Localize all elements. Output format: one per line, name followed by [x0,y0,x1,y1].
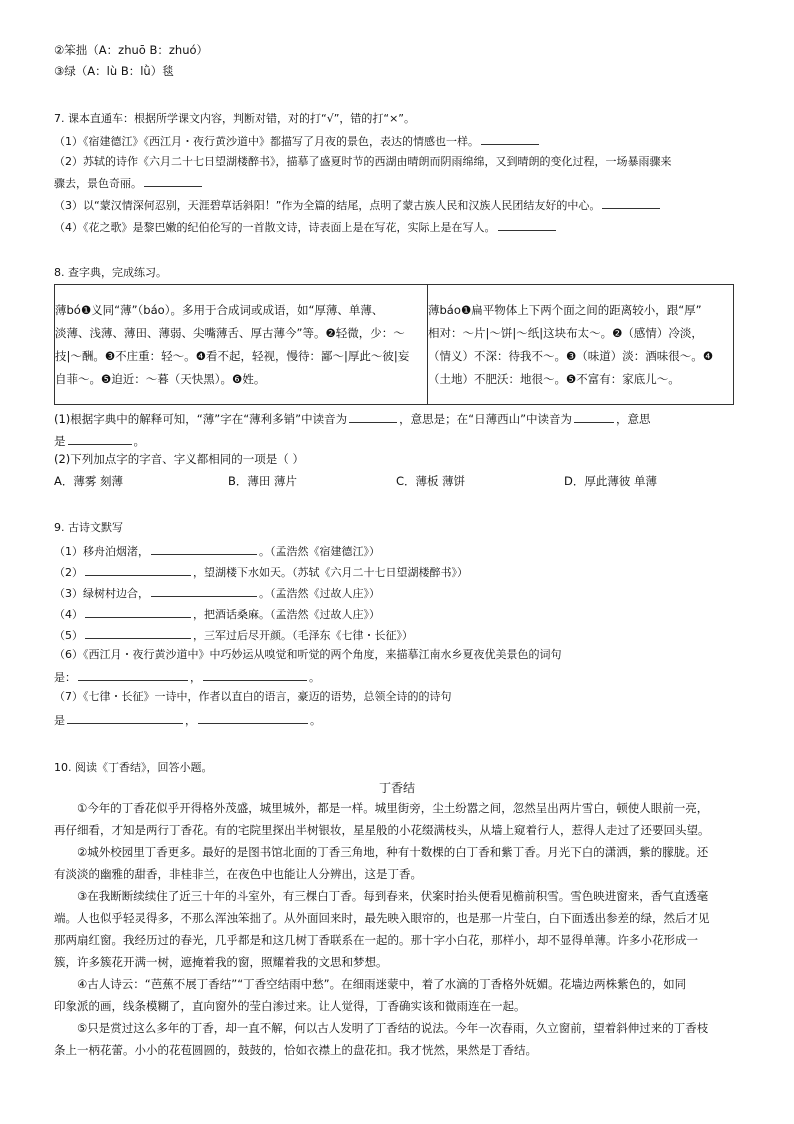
passage-line: 印象派的画，线条模糊了，直向窗外的莹白渗过来。让人觉得，丁香确实该和微雨连在一起。 [54,999,526,1013]
dict-line: 自菲～。❺迫近：～暮（天快黑）。❻姓。 [55,372,266,386]
dict-line: 薄bó❶义同“薄”（báo）。多用于合成词或成语，如“厚薄、单薄、 [55,303,384,317]
q7-item-1: （1）《宿建德江》《西江月・夜行黄沙道中》都描写了月夜的景色，表达的情感也一样。 [54,132,541,150]
passage-line: 有淡淡的幽雅的甜香，非桂非兰，在夜色中也能让人分辨出，这是丁香。 [54,867,422,881]
q7-item-2-cont: 骤去，景色奇丽。 [54,174,204,192]
answer-blank[interactable] [144,174,202,187]
passage-paragraph-5 [54,1017,740,1061]
option-line: ③绿（A：lù B：lǜ）毯 [54,64,174,78]
q9-line-4: （4） ，把酒话桑麻。（孟浩然《过故人庄》） [54,605,380,623]
passage-paragraph-4 [54,973,740,1017]
q7-item-4: （4）《花之歌》是黎巴嫩的纪伯伦写的一首散文诗，诗表面上是在写花，实际上是在写人。 [54,218,558,236]
q8-sub1: (1)根据字典中的解释可知，“薄”字在“薄利多销”中读音为 ，意思是；在“日薄西山”中读音为 ，意思 [54,412,651,426]
answer-blank[interactable] [198,711,308,724]
question-8-stem: 8. 查字典，完成练习。 [54,266,167,279]
passage-line: 条上一柄花蕾。小小的花苞圆圆的，鼓鼓的，恰如衣襟上的盘花扣。我才恍然，果然是丁香结。 [54,1043,537,1057]
dict-line: 淡薄、浅薄、薄田、薄弱、尖嘴薄舌、厚古薄今”等。❷轻微，少：～ [55,326,405,340]
passage-line: ②城外校园里丁香更多。最好的是图书馆北面的丁香三角地，种有十数棵的白丁香和紫丁香。月光下白的潇洒，紫的朦胧。还 [54,845,709,859]
passage-paragraph-1 [54,797,740,841]
passage-line: ③在我断断续续住了近三十年的斗室外，有三棵白丁香。每到春来，伏案时抬头便看见檐前积雪。雪色映进窗来，香气直透毫 [54,889,709,903]
passage-line: 簇，许多簇花开满一树，遮掩着我的窗，照耀着我的文思和梦想。 [54,955,388,969]
passage-paragraph-3 [54,885,740,973]
answer-blank[interactable] [481,132,539,145]
q9-line-5: （5） ，三军过后尽开颜。（毛泽东《七律・长征》） [54,626,413,644]
q9-line-6: （6）《西江月・夜行黄沙道中》中巧妙运从嗅觉和听觉的两个角度，来描摹江南水乡夏夜优美景色的词句 [54,648,562,661]
passage-line: 端。人也似乎轻灵得多，不那么浑浊笨拙了。从外面回来时，最先映入眼帘的，也是那一片莹白，白下面透出参差的绿，然后才见 [54,911,710,925]
answer-blank[interactable] [498,218,556,231]
question-10-stem: 10. 阅读《丁香结》，回答小题。 [54,761,213,774]
question-7-stem: 7. 课本直通车：根据所学课文内容，判断对错，对的打“√”，错的打“×”。 [54,112,416,125]
passage-line: 那两扇红窗。我经历过的春光，几乎都是和这几树丁香联系在一起的。那十字小白花，那样小，却不显得单薄。许多小花形成一 [54,933,698,947]
answer-blank[interactable] [85,563,191,576]
answer-blank[interactable] [203,668,307,681]
passage-title: 丁香结 [378,781,415,795]
answer-blank[interactable] [78,668,188,681]
dict-entry-bo [55,285,427,404]
answer-blank[interactable] [67,711,183,724]
dict-entry-bao [428,285,734,404]
choice-d[interactable]: D．厚此薄彼 单薄 [564,474,658,488]
q8-sub1-cont: 是 。 [54,434,145,448]
q7-item-2: （2）苏轼的诗作《六月二十七日望湖楼醉书》，描摹了盛夏时节的西湖由晴朗而阴雨绵绵，又到晴朗的变化过程，一场暴雨骤来 [54,155,672,168]
q9-line-6-cont: 是： ， 。 [54,668,320,686]
dict-line: 薄báo❶扁平物体上下两个面之间的距离较小，跟“厚” [428,303,702,317]
dict-line: （情义）不深：待我不～。❸（味道）淡：酒味很～。❹ [428,349,714,363]
q8-sub2: (2)下列加点字的字音、字义都相同的一项是（ ） [54,452,304,466]
dictionary-table [54,284,734,405]
answer-blank[interactable] [85,626,191,639]
answer-blank[interactable] [602,196,660,209]
q9-line-7: （7）《七律・长征》一诗中，作者以直白的语言，豪迈的语势，总领全诗的的诗句 [54,690,452,703]
passage-line: ⑤只是赏过这么多年的丁香，却一直不解，何以古人发明了丁香结的说法。今年一次春雨，久立窗前，望着斜伸过来的丁香枝 [54,1021,709,1035]
q9-line-1: （1）移舟泊烟渚， 。（孟浩然《宿建德江》） [54,542,380,560]
question-9-stem: 9. 古诗文默写 [54,521,123,534]
q9-line-3: （3）绿树村边合， 。（孟浩然《过故人庄》） [54,584,380,602]
answer-blank[interactable] [85,605,191,618]
choice-c[interactable]: C．薄板 薄饼 [396,474,466,488]
choice-b[interactable]: B．薄田 薄片 [228,474,298,488]
dict-line: 相对：～片|～饼|～纸|这块布太～。❷（感情）冷淡， [428,326,703,340]
passage-line: 再仔细看，才知是两行丁香花。有的宅院里探出半树银妆，星星般的小花缀满枝头，从墙上窥着行人，惹得人走过了还要回头望。 [54,823,710,837]
q9-line-2: （2） ，望湖楼下水如天。（苏轼《六月二十七日望湖楼醉书》） [54,563,468,581]
answer-blank[interactable] [574,410,614,423]
answer-blank[interactable] [151,584,257,597]
choice-a[interactable]: A．薄雾 刻薄 [54,474,124,488]
answer-blank[interactable] [349,410,397,423]
passage-paragraph-2 [54,841,740,885]
q9-line-7-cont: 是 ， 。 [54,711,321,729]
q7-item-3: （3）以“蒙汉情深何忍别，天涯碧草话斜阳！”作为全篇的结尾，点明了蒙古族人民和汉族人民团结友好的中心。 [54,196,662,214]
dict-line: 技|～酬。❸不庄重：轻～。❹看不起，轻视，慢待：鄙～|厚此～彼|妄 [55,349,410,363]
option-line: ②笨拙（A：zhuō B：zhuó） [54,43,209,57]
passage-line: ④古人诗云：“芭蕉不展丁香结”“丁香空结雨中愁”。在细雨迷蒙中，着了水滴的丁香格外妩媚。花墙边两株紫色的，如同 [54,977,687,991]
passage-line: ①今年的丁香花似乎开得格外茂盛，城里城外，都是一样。城里街旁，尘土纷嚣之间，忽然呈出两片雪白，顿使人眼前一亮， [54,801,709,815]
answer-blank[interactable] [68,432,132,445]
dict-line: （土地）不肥沃：地很～。❺不富有：家底儿～。 [428,372,680,386]
answer-blank[interactable] [151,542,257,555]
